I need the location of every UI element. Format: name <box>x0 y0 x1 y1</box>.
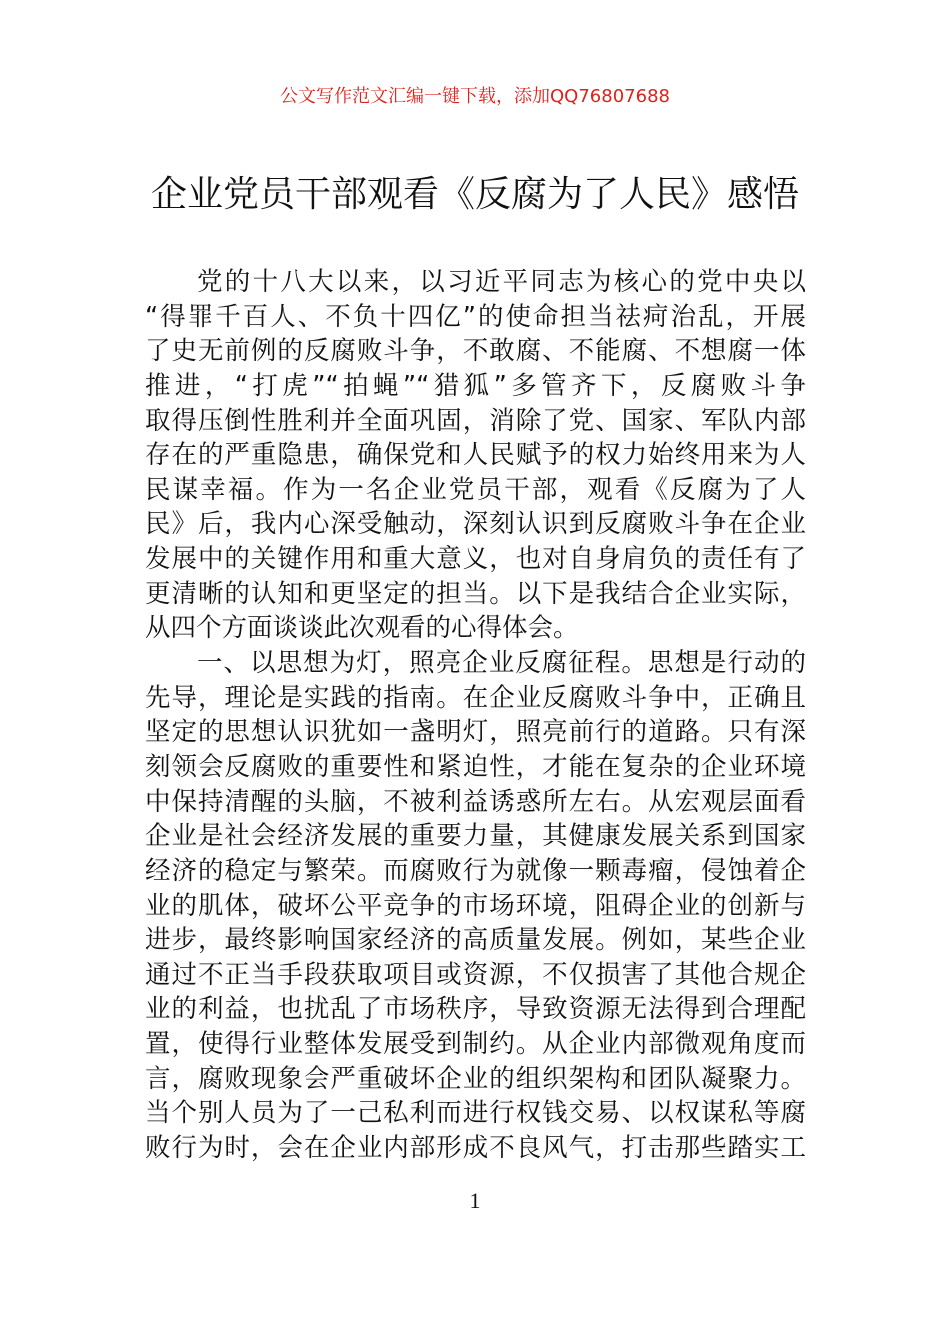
text-line: 一、以思想为灯，照亮企业反腐征程。思想是行动的 <box>197 648 806 679</box>
text-line: 民谋幸福。作为一名企业党员干部，观看《反腐为了人 <box>145 474 806 505</box>
text-line: 刻领会反腐败的重要性和紧迫性，才能在复杂的企业环境 <box>145 751 806 782</box>
text-line: 通过不正当手段获取项目或资源，不仅损害了其他合规企 <box>145 959 806 990</box>
text-line: 了史无前例的反腐败斗争，不敢腐、不能腐、不想腐一体 <box>145 336 806 367</box>
text-line: 推进，“打虎”“拍蝇”“猎狐”多管齐下，反腐败斗争 <box>145 370 806 401</box>
text-line: 党的十八大以来，以习近平同志为核心的党中央以 <box>197 267 806 297</box>
paragraph <box>145 265 806 646</box>
paragraph <box>145 646 806 1166</box>
page-number: 1 <box>469 1188 481 1213</box>
text-line: 取得压倒性胜利并全面巩固，消除了党、国家、军队内部 <box>145 405 806 436</box>
text-line: 置，使得行业整体发展受到制约。从企业内部微观角度而 <box>145 1029 806 1060</box>
text-line: 企业是社会经济发展的重要力量，其健康发展关系到国家 <box>145 821 806 852</box>
document-body <box>145 265 806 1166</box>
text-line: 更清晰的认知和更坚定的担当。以下是我结合企业实际， <box>145 578 806 609</box>
text-line: 存在的严重隐患，确保党和人民赋予的权力始终用来为人 <box>145 440 806 471</box>
text-line: 发展中的关键作用和重大意义，也对自身肩负的责任有了 <box>145 544 806 575</box>
text-line: 经济的稳定与繁荣。而腐败行为就像一颗毒瘤，侵蚀着企 <box>145 855 806 886</box>
text-line: 先导，理论是实践的指南。在企业反腐败斗争中，正确且 <box>145 682 806 713</box>
text-line: 民》后，我内心深受触动，深刻认识到反腐败斗争在企业 <box>145 509 806 540</box>
text-line: 中保持清醒的头脑，不被利益诱惑所左右。从宏观层面看 <box>145 786 806 817</box>
text-line: 败行为时，会在企业内部形成不良风气，打击那些踏实工 <box>145 1133 806 1164</box>
text-line: 业的肌体，破坏公平竞争的市场环境，阻碍企业的创新与 <box>145 890 806 921</box>
text-line: “得罪千百人、不负十四亿”的使命担当祛疴治乱，开展 <box>145 301 806 332</box>
text-line: 业的利益，也扰乱了市场秩序，导致资源无法得到合理配 <box>145 994 806 1025</box>
text-line: 当个别人员为了一己私利而进行权钱交易、以权谋私等腐 <box>145 1098 806 1129</box>
document-title: 企业党员干部观看《反腐为了人民》感悟 <box>150 174 799 215</box>
text-line: 坚定的思想认识犹如一盏明灯，照亮前行的道路。只有深 <box>145 717 806 748</box>
promo-header: 公文写作范文汇编一键下载，添加QQ76807688 <box>280 86 670 107</box>
text-line: 从四个方面谈谈此次观看的心得体会。 <box>145 613 579 644</box>
text-line: 言，腐败现象会严重破坏企业的组织架构和团队凝聚力。 <box>145 1063 806 1094</box>
text-line: 进步，最终影响国家经济的高质量发展。例如，某些企业 <box>145 925 806 956</box>
